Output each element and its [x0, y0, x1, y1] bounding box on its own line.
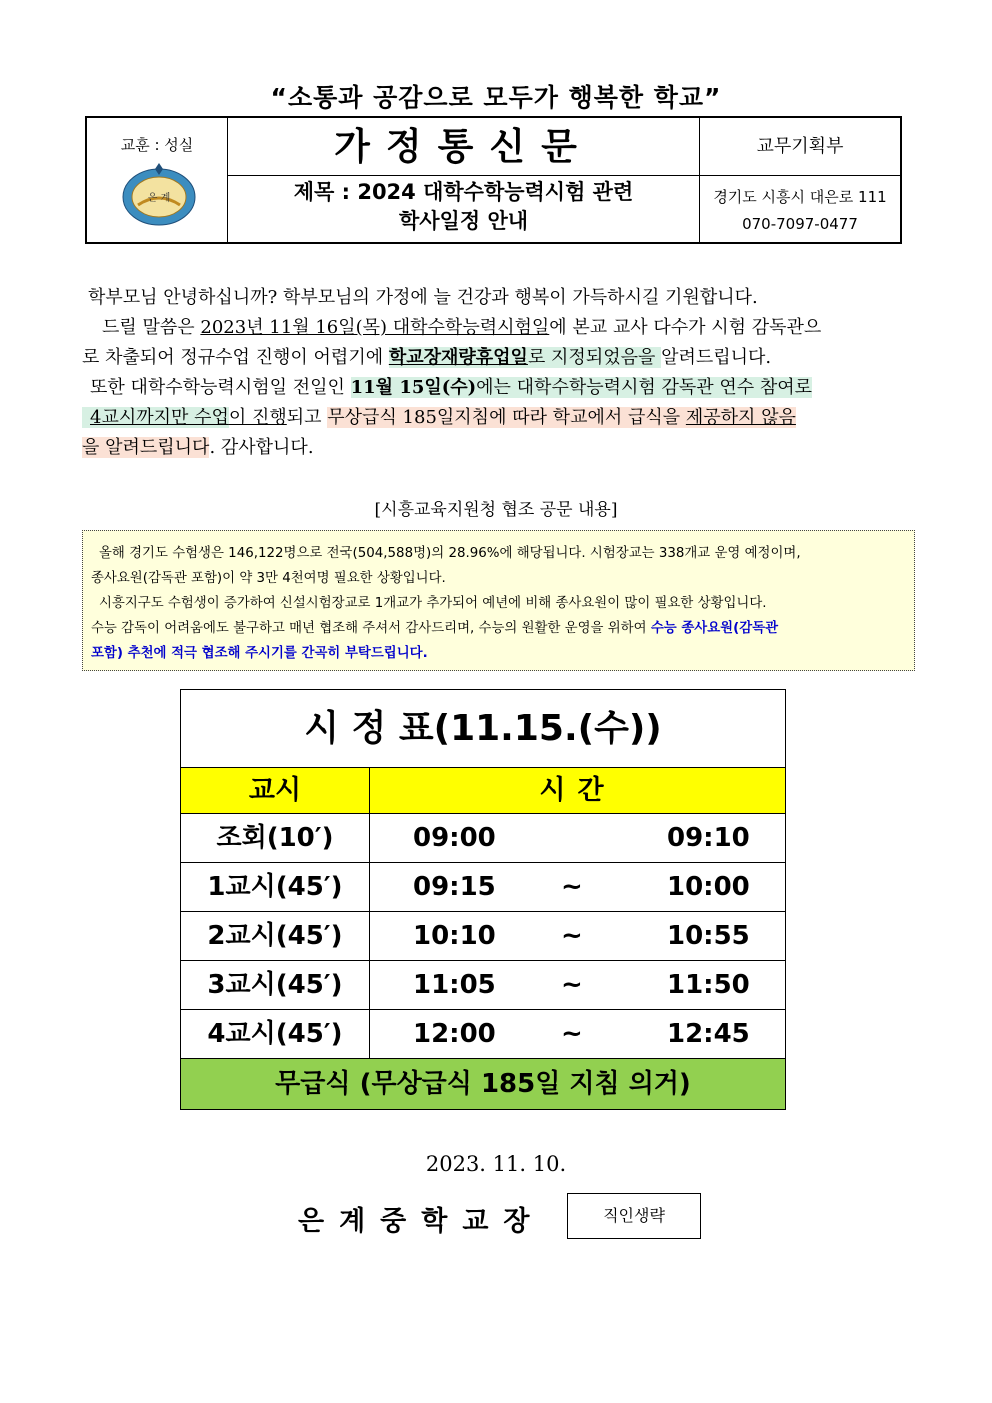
column-header-time: 시간 [539, 775, 616, 806]
text: 로 차출되어 정규수업 진행이 어렵기에 [82, 347, 389, 368]
period-cell: 1교시(45′) [181, 863, 370, 911]
notice-line: 올해 경기도 수험생은 146,122명으로 전국(504,588명)의 28.96%에 해당됩니다. 시험장교는 338개교 운영 예정이며, [99, 546, 801, 561]
notice-emphasis: 수능 종사요원(감독관 [650, 621, 779, 636]
phone: 070-7097-0477 [742, 215, 858, 233]
table-row [181, 961, 785, 1010]
exam-date: 2023년 11월 16일(목) 대학수학능력시험일 [200, 317, 550, 338]
notice-line: 시흥지구도 수험생이 증가하여 신설시험장교로 1개교가 추가되어 예년에 비해 종사요원이 많이 필요한 상황입니다. [99, 596, 767, 611]
body-paragraph-5 [82, 403, 922, 434]
text: 수능 감독이 어려움에도 불구하고 매년 협조해 주셔서 감사드리며, 수능의 원활한 운영을 위하여 [91, 621, 651, 636]
page-title: 가정통신문 [228, 118, 699, 176]
text: 이 진행 [228, 407, 287, 428]
issue-date: 2023. 11. 10. [425, 1152, 567, 1176]
start-time: 12:00 [413, 1019, 496, 1049]
text: 알려드립니다. [661, 347, 772, 368]
time-separator: ~ [561, 921, 583, 951]
school-info-cell [87, 118, 228, 242]
time-separator: ~ [561, 1019, 583, 1049]
body-paragraph-6 [82, 433, 922, 464]
text: 에 본교 교사 다수가 시험 감독관으 [549, 317, 822, 338]
period-cell: 조회(10′) [181, 814, 370, 862]
end-time: 12:45 [667, 1019, 750, 1049]
notice-box [82, 530, 915, 671]
end-time: 10:00 [667, 872, 750, 902]
body-paragraph-3 [82, 343, 922, 374]
subject-line-2: 학사일정 안내 [398, 209, 529, 233]
holiday-highlight: 학교장재량휴업일 [388, 347, 528, 368]
class-highlight: 4교시까지만 수업 [82, 407, 229, 428]
contact-cell [700, 118, 900, 242]
schedule-title: 시 정 표(11.15.(수)) [181, 690, 785, 768]
pre-exam-date: 11월 15일(수) [350, 377, 477, 398]
subject [228, 178, 699, 236]
schedule-header-row [181, 768, 785, 814]
text: . 감사합니다. [209, 437, 314, 458]
seal-box: 직인생략 [567, 1193, 701, 1239]
principal-signature: 은계중학교장 [298, 1206, 545, 1237]
period-cell: 4교시(45′) [181, 1010, 370, 1058]
start-time: 09:15 [413, 872, 496, 902]
body-paragraph-1: 학부모님 안녕하십니까? 학부모님의 가정에 늘 건강과 행복이 가득하시길 기원합니다. [88, 287, 758, 308]
text: 되고 [286, 407, 328, 428]
table-row [181, 912, 785, 961]
text: 을 알려드립니다 [82, 437, 210, 458]
letter-header [85, 116, 902, 244]
period-cell: 3교시(45′) [181, 961, 370, 1009]
notice-line [91, 616, 906, 641]
start-time: 10:10 [413, 921, 496, 951]
no-lunch-highlight: 제공하지 않음 [685, 407, 796, 428]
emblem-text: 은 계 [147, 193, 171, 204]
schedule-table [180, 689, 786, 1110]
time-separator: ~ [561, 872, 583, 902]
schedule-footer: 무급식 (무상급식 185일 지침 의거) [181, 1059, 785, 1109]
school-address [700, 184, 900, 238]
column-header-period: 교시 [181, 768, 370, 813]
start-time: 09:00 [413, 823, 496, 853]
end-time: 09:10 [667, 823, 750, 853]
school-slogan: “소통과 공감으로 모두가 행복한 학교” [270, 83, 722, 112]
notice-title: [시흥교육지원청 협조 공문 내용] [374, 500, 618, 520]
subject-line-1: 제목 : 2024 대학수학능력시험 관련 [293, 180, 634, 204]
end-time: 11:50 [667, 970, 750, 1000]
notice-line: 종사요원(감독관 포함)이 약 3만 4천여명 필요한 상황입니다. [91, 571, 446, 586]
text: 로 지정되었음을 [527, 347, 662, 368]
start-time: 11:05 [413, 970, 496, 1000]
table-row [181, 1010, 785, 1059]
body-paragraph-2 [102, 313, 942, 344]
text: 에는 대학수학능력시험 감독관 연수 참여로 [476, 377, 813, 398]
address: 경기도 시흥시 대은로 111 [713, 188, 887, 206]
period-cell: 2교시(45′) [181, 912, 370, 960]
table-row [181, 814, 785, 863]
school-motto: 교훈 : 성실 [120, 136, 194, 154]
text: 드릴 말씀은 [102, 317, 201, 338]
text: 에 따라 학교에서 급식을 [489, 407, 686, 428]
table-row [181, 863, 785, 912]
title-cell [228, 118, 700, 242]
department: 교무기획부 [700, 118, 900, 176]
end-time: 10:55 [667, 921, 750, 951]
school-emblem-icon [121, 161, 197, 227]
time-separator: ~ [561, 970, 583, 1000]
body-paragraph-4 [90, 373, 930, 404]
notice-emphasis: 포함) 추천에 적극 협조해 주시기를 간곡히 부탁드립니다. [91, 646, 428, 661]
lunch-guideline: 무상급식 185일지침 [327, 407, 490, 428]
text: 또한 대학수학능력시험일 전일인 [90, 377, 351, 398]
